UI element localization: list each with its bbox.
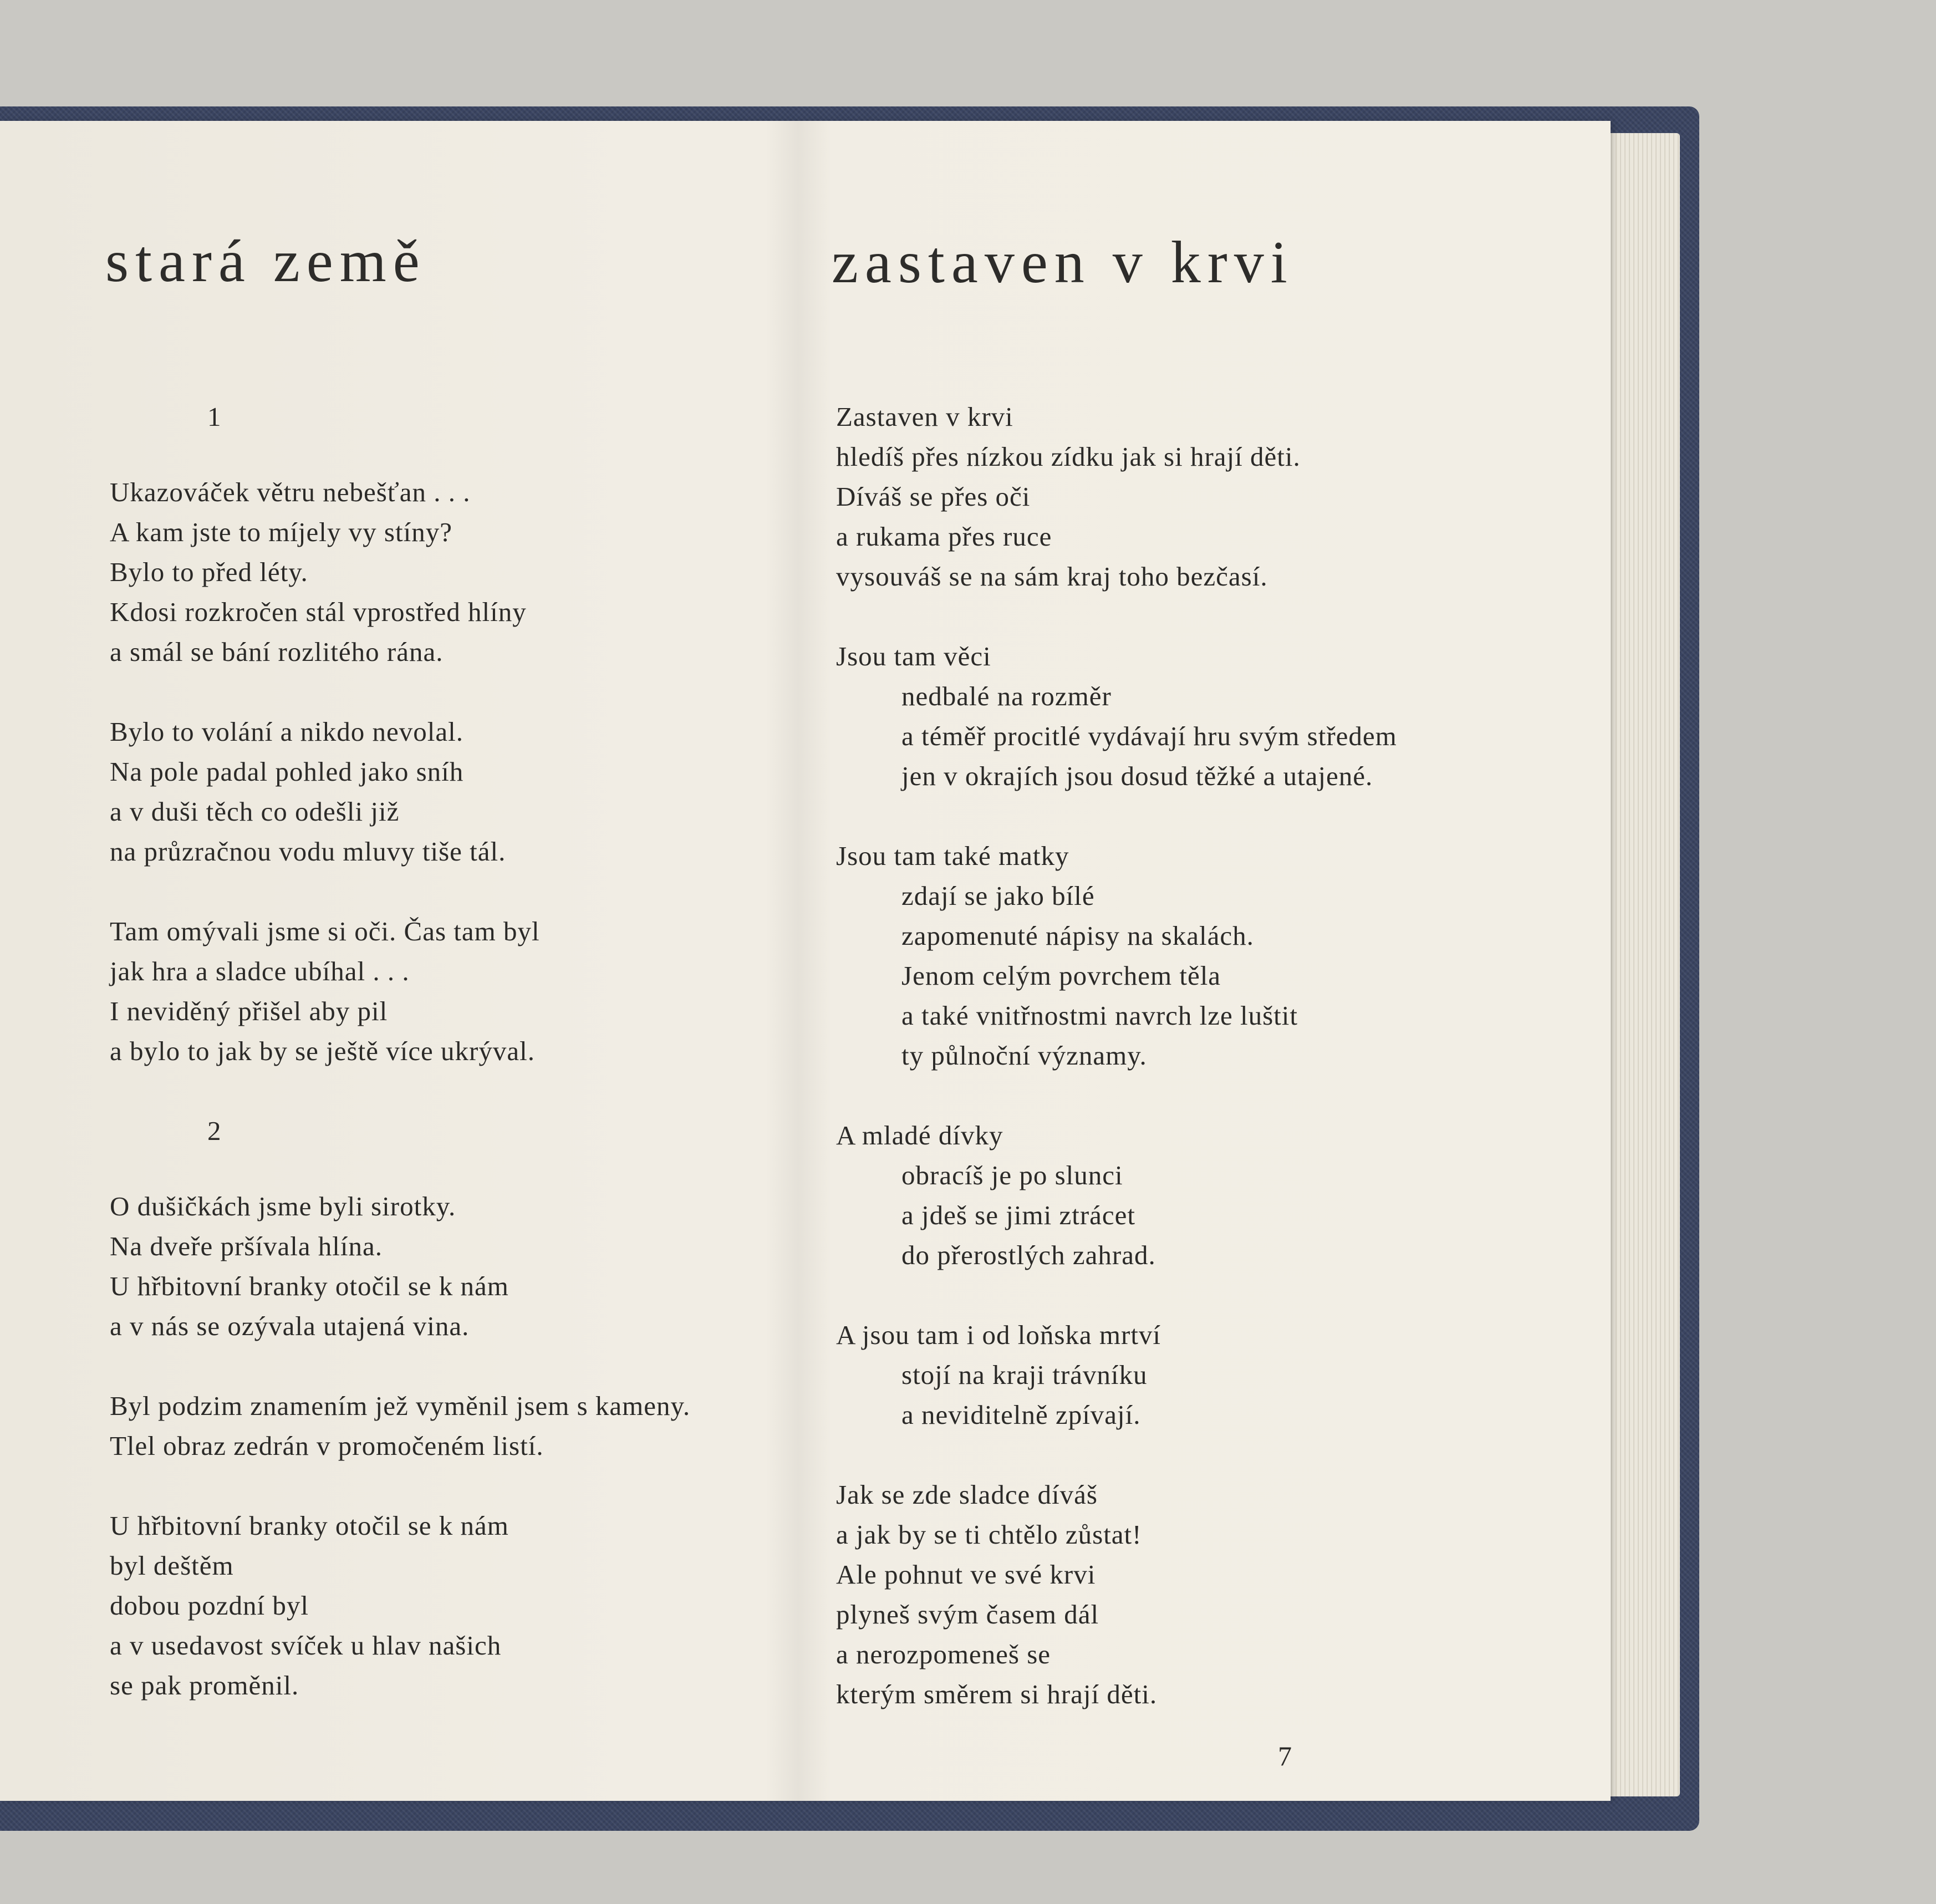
- poem-line: ty půlnoční významy.: [901, 1040, 1147, 1071]
- poem-line: A kam jste to míjely vy stíny?: [110, 517, 452, 547]
- poem-line: a jdeš se jimi ztrácet: [901, 1200, 1135, 1230]
- poem-line: se pak proměnil.: [110, 1670, 299, 1701]
- poem-line: Ale pohnut ve své krvi: [836, 1559, 1096, 1590]
- poem-line: Byl podzim znamením jež vyměnil jsem s kameny.: [110, 1391, 691, 1421]
- poem-line: byl deštěm: [110, 1550, 234, 1581]
- poem-line: Jenom celým povrchem těla: [901, 960, 1221, 991]
- poem-line: Zastaven v krvi: [836, 401, 1013, 432]
- poem-line: I neviděný přišel aby pil: [110, 996, 388, 1026]
- poem-line: a v nás se ozývala utajená vina.: [110, 1311, 470, 1341]
- poem-line: U hřbitovní branky otočil se k nám: [110, 1510, 509, 1541]
- poem-line: hledíš přes nízkou zídku jak si hrají děti.: [836, 441, 1301, 472]
- poem-line: Kdosi rozkročen stál vprostřed hlíny: [110, 597, 527, 627]
- stanza: [110, 472, 797, 672]
- poem-line: Na pole padal pohled jako sníh: [110, 756, 464, 787]
- poem-line: Ukazováček větru nebešťan . . .: [110, 477, 471, 507]
- poem-line: a bylo to jak by se ještě více ukrýval.: [110, 1036, 535, 1066]
- stanza: [110, 1506, 797, 1706]
- poem-line: dobou pozdní byl: [110, 1590, 309, 1621]
- poem-line: a nerozpomeneš se: [836, 1639, 1051, 1669]
- poem-line: Bylo to před léty.: [110, 557, 308, 587]
- section-number: 1: [207, 401, 222, 432]
- stanza: [110, 912, 797, 1071]
- poem-line: A jsou tam i od loňska mrtví: [836, 1320, 1161, 1350]
- stanza: [836, 836, 1501, 1076]
- poem-title-right: zastaven v krvi: [832, 230, 1294, 296]
- poem-line: jen v okrajích jsou dosud těžké a utajené.: [901, 761, 1373, 791]
- poem-line: do přerostlých zahrad.: [901, 1240, 1156, 1270]
- poem-line: O dušičkách jsme byli sirotky.: [110, 1191, 456, 1221]
- poem-line: a neviditelně zpívají.: [901, 1399, 1141, 1430]
- stanza: [836, 397, 1501, 597]
- poem-line: Bylo to volání a nikdo nevolal.: [110, 716, 463, 747]
- stanza: [836, 1315, 1501, 1435]
- poem-line: a také vnitřnostmi navrch lze luštit: [901, 1000, 1298, 1031]
- poem-line: stojí na kraji trávníku: [901, 1360, 1148, 1390]
- poem-line: Tlel obraz zedrán v promočeném listí.: [110, 1430, 544, 1461]
- section-number: 2: [207, 1116, 222, 1146]
- right-page-text: [836, 397, 1501, 1754]
- poem-line: Na dveře pršívala hlína.: [110, 1231, 383, 1261]
- poem-line: Jak se zde sladce díváš: [836, 1479, 1098, 1510]
- poem-line: Díváš se přes oči: [836, 481, 1031, 512]
- poem-line: vysouváš se na sám kraj toho bezčasí.: [836, 561, 1268, 592]
- stanza: [836, 1116, 1501, 1275]
- poem-line: Jsou tam také matky: [836, 841, 1069, 871]
- poem-line: Jsou tam věci: [836, 641, 991, 671]
- stanza: [110, 1187, 797, 1346]
- poem-line: a v duši těch co odešli již: [110, 796, 400, 827]
- poem-line: zdají se jako bílé: [901, 880, 1095, 911]
- poem-line: Tam omývali jsme si oči. Čas tam byl: [110, 916, 540, 946]
- stanza: [836, 1475, 1501, 1714]
- poem-line: a jak by se ti chtělo zůstat!: [836, 1519, 1142, 1550]
- poem-line: a smál se bání rozlitého rána.: [110, 637, 444, 667]
- poem-line: na průzračnou vodu mluvy tiše tál.: [110, 836, 506, 867]
- poem-title-left: stará země: [105, 228, 426, 294]
- poem-line: a rukama přes ruce: [836, 521, 1052, 552]
- stanza: [110, 712, 797, 872]
- page-number: 7: [1278, 1740, 1292, 1771]
- left-page-text: [110, 397, 797, 1745]
- poem-line: a v usedavost svíček u hlav našich: [110, 1630, 502, 1661]
- poem-line: obracíš je po slunci: [901, 1160, 1123, 1190]
- poem-line: U hřbitovní branky otočil se k nám: [110, 1271, 509, 1301]
- poem-line: jak hra a sladce ubíhal . . .: [110, 956, 410, 986]
- stanza: [836, 637, 1501, 796]
- poem-line: nedbalé na rozměr: [901, 681, 1112, 711]
- poem-line: A mladé dívky: [836, 1120, 1003, 1150]
- poem-line: kterým směrem si hrají děti.: [836, 1679, 1158, 1709]
- poem-line: a téměř procitlé vydávají hru svým středem: [901, 721, 1397, 751]
- poem-line: plyneš svým časem dál: [836, 1599, 1099, 1630]
- stanza: [110, 1386, 797, 1466]
- poem-line: zapomenuté nápisy na skalách.: [901, 920, 1254, 951]
